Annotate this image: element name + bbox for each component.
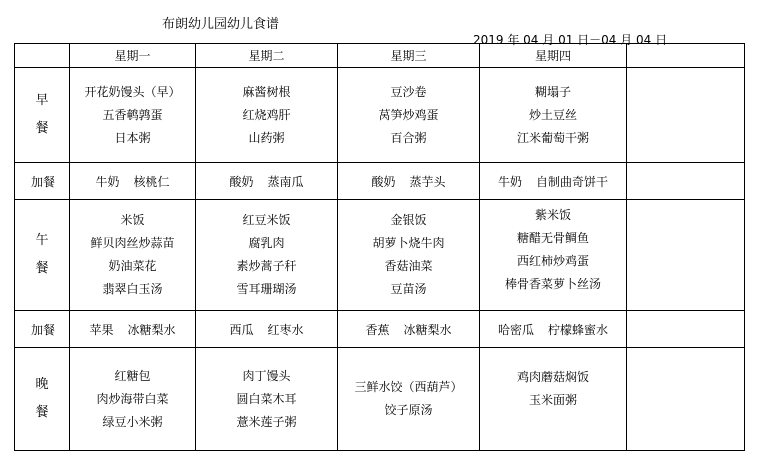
snack-pm-tue: 西瓜 红枣水 bbox=[196, 311, 338, 348]
dinner-tue: 肉丁馒头 圆白菜木耳 薏米莲子粥 bbox=[196, 348, 338, 451]
dinner-thu: 鸡肉蘑菇焖饭 玉米面粥 bbox=[480, 348, 627, 451]
snack-am-mon: 牛奶 核桃仁 bbox=[70, 163, 196, 200]
header-day-tue: 星期二 bbox=[196, 44, 338, 68]
lunch-blank bbox=[627, 200, 745, 311]
lunch-mon: 米饭 鲜贝肉丝炒蒜苗 奶油菜花 翡翠白玉汤 bbox=[70, 200, 196, 311]
header-corner bbox=[15, 44, 70, 68]
snack-am-thu: 牛奶 自制曲奇饼干 bbox=[480, 163, 627, 200]
dinner-mon: 红糖包 肉炒海带白菜 绿豆小米粥 bbox=[70, 348, 196, 451]
breakfast-wed: 豆沙卷 莴笋炒鸡蛋 百合粥 bbox=[338, 68, 480, 163]
breakfast-tue: 麻酱树根 红烧鸡肝 山药粥 bbox=[196, 68, 338, 163]
breakfast-row bbox=[15, 68, 745, 163]
dinner-blank bbox=[627, 348, 745, 451]
breakfast-mon: 开花奶馒头（早） 五香鹌鹑蛋 日本粥 bbox=[70, 68, 196, 163]
header-day-wed: 星期三 bbox=[338, 44, 480, 68]
snack-am-tue: 酸奶 蒸南瓜 bbox=[196, 163, 338, 200]
snack-am-label: 加餐 bbox=[15, 163, 70, 200]
snack-am-row bbox=[15, 163, 745, 200]
breakfast-blank bbox=[627, 68, 745, 163]
menu-table bbox=[14, 43, 745, 451]
snack-pm-wed: 香蕉 冰糖梨水 bbox=[338, 311, 480, 348]
page-title: 布朗幼儿园幼儿食谱 bbox=[162, 17, 280, 32]
lunch-tue: 红豆米饭 腐乳肉 素炒蒿子秆 雪耳珊瑚汤 bbox=[196, 200, 338, 311]
snack-pm-row bbox=[15, 311, 745, 348]
dinner-wed: 三鲜水饺（西葫芦） 饺子原汤 bbox=[338, 348, 480, 451]
snack-pm-mon: 苹果 冰糖梨水 bbox=[70, 311, 196, 348]
snack-am-blank bbox=[627, 163, 745, 200]
snack-pm-label: 加餐 bbox=[15, 311, 70, 348]
lunch-label: 午 餐 bbox=[15, 200, 70, 311]
header-day-thu: 星期四 bbox=[480, 44, 627, 68]
breakfast-thu: 糊塌子 炒土豆丝 江米葡萄干粥 bbox=[480, 68, 627, 163]
snack-pm-thu: 哈密瓜 柠檬蜂蜜水 bbox=[480, 311, 627, 348]
header-day-blank bbox=[627, 44, 745, 68]
header-day-mon: 星期一 bbox=[70, 44, 196, 68]
breakfast-label: 早 餐 bbox=[15, 68, 70, 163]
lunch-thu: 紫米饭 糖醋无骨鲷鱼 西红柿炒鸡蛋 棒骨香菜萝卜丝汤 bbox=[480, 200, 627, 311]
lunch-wed: 金银饭 胡萝卜烧牛肉 香菇油菜 豆苗汤 bbox=[338, 200, 480, 311]
dinner-row bbox=[15, 348, 745, 451]
header-row bbox=[15, 44, 745, 68]
snack-pm-blank bbox=[627, 311, 745, 348]
lunch-row bbox=[15, 200, 745, 311]
snack-am-wed: 酸奶 蒸芋头 bbox=[338, 163, 480, 200]
dinner-label: 晚 餐 bbox=[15, 348, 70, 451]
date-range: 2019 年 04 月 01 日－04 月 04 日 bbox=[473, 33, 668, 47]
